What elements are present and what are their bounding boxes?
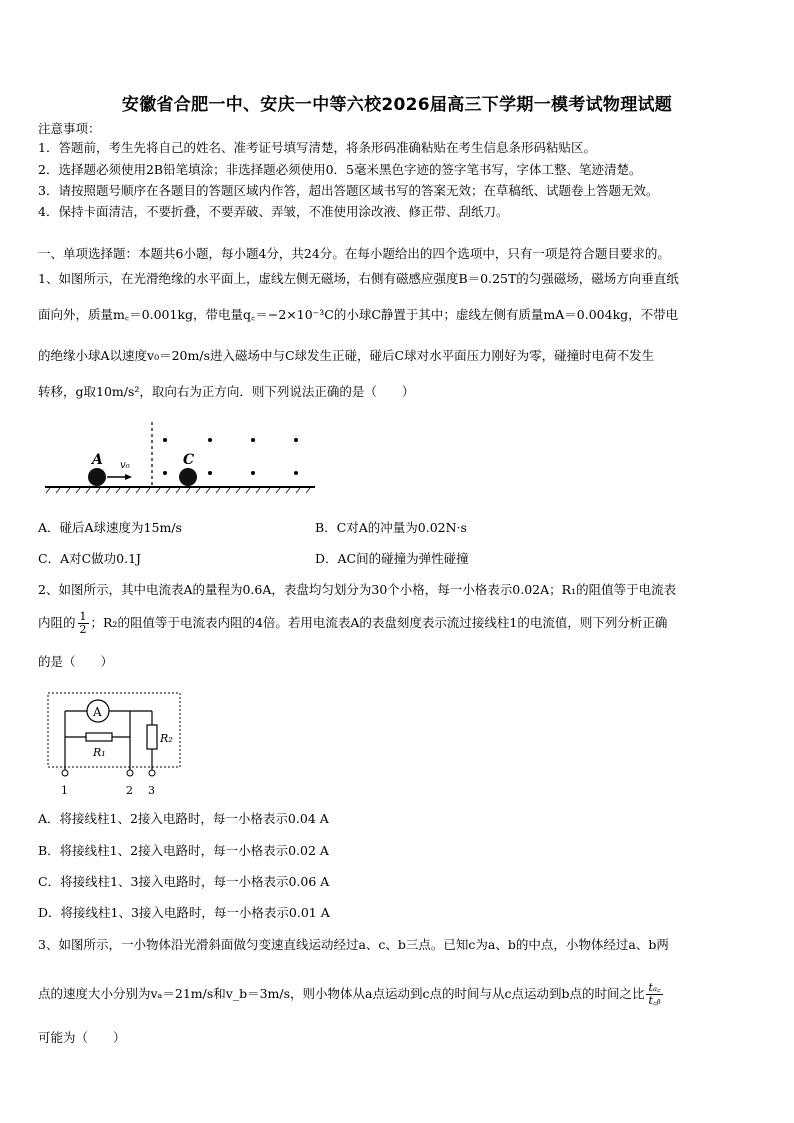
label-v0: v₀ xyxy=(120,460,130,471)
notice-item: 4．保持卡面清洁，不要折叠，不要弄破、弄皱，不准使用涂改液、修正带、刮纸刀。 xyxy=(38,204,509,219)
q2-option-b: B．将接线柱1、2接入电路时，每一小格表示0.02 A xyxy=(38,843,329,858)
q2-circuit-figure xyxy=(40,690,190,800)
fraction-denominator: t꜀ᵦ xyxy=(648,994,661,1007)
r2-label: R₂ xyxy=(160,732,173,745)
q1-line: 面向外，质量m꜀＝0.001kg，带电量q꜀＝−2×10⁻³C的小球C静置于其中；虚线左侧有质量mA＝0.004kg，不带电 xyxy=(38,307,679,322)
ball-a xyxy=(88,468,106,486)
notice-item: 2．选择题必须使用2B铅笔填涂；非选择题必须使用0．5毫米黑色字迹的签字笔书写，字体工整、笔迹清楚。 xyxy=(38,162,642,177)
q1-option-c: C．A对C做功0.1J xyxy=(38,551,142,566)
q3-line: 可能为（ ） xyxy=(38,1030,126,1045)
terminal-1 xyxy=(62,770,68,776)
notice-item: 1．答题前，考生先将自己的姓名、准考证号填写清楚，将条形码准确粘贴在考生信息条形码粘贴区。 xyxy=(38,140,596,155)
notice-item: 3．请按照题号顺序在各题目的答题区域内作答，超出答题区域书写的答案无效；在草稿纸、试题卷上答题无效。 xyxy=(38,183,659,198)
terminal-2 xyxy=(127,770,133,776)
terminal-3-label: 3 xyxy=(148,784,155,797)
fraction-numerator: 1 xyxy=(79,610,87,623)
q1-line: 转移，g取10m/s²，取向右为正方向．则下列说法正确的是（ ） xyxy=(38,384,415,399)
q1-collision-figure xyxy=(40,420,320,500)
q1-line: 的绝缘小球A以速度v₀＝20m/s进入磁场中与C球发生正碰，碰后C球对水平面压力刚好为零，碰撞时电荷不发生 xyxy=(38,348,655,363)
time-ratio-fraction xyxy=(646,982,662,1007)
q3-line-text: 点的速度大小分别为vₐ＝21m/s和v_b＝3m/s，则小物体从a点运动到c点的时间与从c点运动到b点的时间之比 xyxy=(38,986,645,1001)
r1-label: R₁ xyxy=(93,746,106,759)
q3-line xyxy=(38,982,665,1007)
section-heading: 一、单项选择题：本题共6小题，每小题4分，共24分。在每小题给出的四个选项中，只有一项是符合题目要求的。 xyxy=(38,246,670,261)
page-title: 安徽省合肥一中、安庆一中等六校2026届高三下学期一模考试物理试题 xyxy=(121,95,673,115)
ball-c xyxy=(179,468,197,486)
label-a: A xyxy=(92,452,103,468)
q2-line: 的是（ ） xyxy=(38,654,114,669)
fraction xyxy=(78,611,89,636)
label-c: C xyxy=(183,452,195,468)
q1-line: 1、如图所示，在光滑绝缘的水平面上，虚线左侧无磁场，右侧有磁感应强度B＝0.25T的匀强磁场，磁场方向垂直纸 xyxy=(38,271,679,286)
fraction-denominator: 2 xyxy=(79,623,87,636)
fraction-numerator: tₐ꜀ xyxy=(648,981,661,994)
q2-line-pre: 内阻的 xyxy=(38,615,76,630)
q2-line: 2、如图所示，其中电流表A的量程为0.6A，表盘均匀划分为30个小格，每一小格表示0.02A；R₁的阻值等于电流表 xyxy=(38,582,677,597)
notice-heading: 注意事项： xyxy=(38,121,101,136)
q1-option-d: D．AC间的碰撞为弹性碰撞 xyxy=(315,551,469,566)
q2-option-c: C．将接线柱1、3接入电路时，每一小格表示0.06 A xyxy=(38,874,330,889)
terminal-1-label: 1 xyxy=(61,784,68,797)
q1-option-b: B．C对A的冲量为0.02N·s xyxy=(315,520,467,535)
q3-line: 3、如图所示，一小物体沿光滑斜面做匀变速直线运动经过a、c、b三点。已知c为a、b的中点，小物体经过a、b两 xyxy=(38,937,669,952)
q1-option-a: A．碰后A球速度为15m/s xyxy=(38,520,182,535)
q2-line xyxy=(38,611,667,636)
ammeter-label: A xyxy=(93,705,102,719)
q2-line-post: ；R₂的阻值等于电流表内阻的4倍。若用电流表A的表盘刻度表示流过接线柱1的电流值，则下列分析正确 xyxy=(90,615,668,630)
q2-option-a: A．将接线柱1、2接入电路时，每一小格表示0.04 A xyxy=(38,811,329,826)
q2-option-d: D．将接线柱1、3接入电路时，每一小格表示0.01 A xyxy=(38,905,330,920)
terminal-2-label: 2 xyxy=(126,784,133,797)
terminal-3 xyxy=(149,770,155,776)
